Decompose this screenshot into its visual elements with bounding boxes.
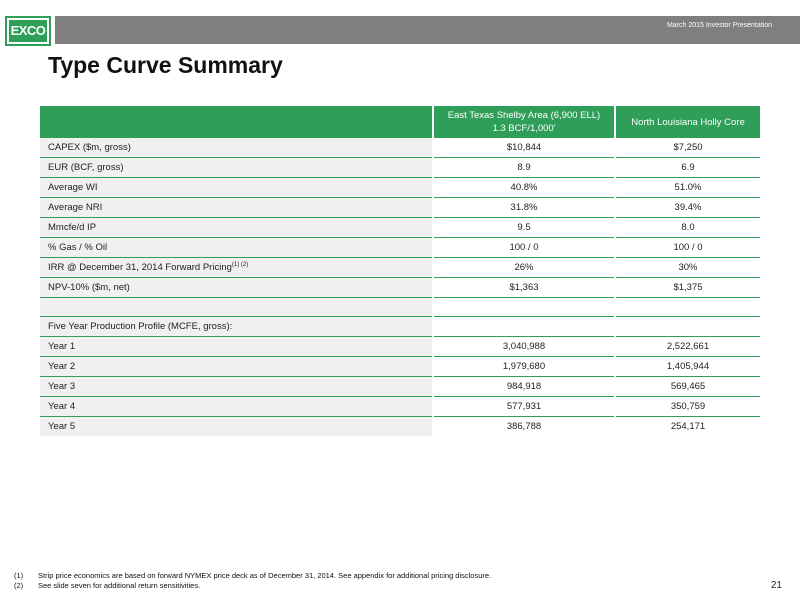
row-label: Year 4 bbox=[40, 397, 433, 417]
row-value-north-louisiana: 39.4% bbox=[615, 198, 760, 218]
type-curve-table bbox=[40, 106, 760, 436]
row-label: Year 3 bbox=[40, 377, 433, 397]
table-row bbox=[40, 417, 760, 437]
spacer-cell bbox=[433, 298, 615, 317]
row-value-north-louisiana: $1,375 bbox=[615, 278, 760, 298]
empty-cell bbox=[615, 317, 760, 337]
row-label: % Gas / % Oil bbox=[40, 238, 433, 258]
table-row bbox=[40, 377, 760, 397]
table-row bbox=[40, 278, 760, 298]
presentation-label: March 2015 Investor Presentation bbox=[666, 22, 772, 29]
exco-logo bbox=[5, 16, 51, 46]
row-value-east-texas: 8.9 bbox=[433, 158, 615, 178]
footnote-number: (1) bbox=[14, 571, 24, 580]
row-value-north-louisiana: 6.9 bbox=[615, 158, 760, 178]
row-value-north-louisiana: 8.0 bbox=[615, 218, 760, 238]
row-label: Average NRI bbox=[40, 198, 433, 218]
header-bar bbox=[55, 16, 800, 44]
row-value-north-louisiana: 100 / 0 bbox=[615, 238, 760, 258]
logo-text: EXCO bbox=[10, 23, 46, 38]
header-blank-cell bbox=[40, 106, 433, 138]
row-value-north-louisiana: 254,171 bbox=[615, 417, 760, 437]
spacer-cell bbox=[615, 298, 760, 317]
row-label: Year 2 bbox=[40, 357, 433, 377]
table-spacer-row bbox=[40, 298, 760, 317]
row-value-east-texas: 984,918 bbox=[433, 377, 615, 397]
table-row bbox=[40, 138, 760, 158]
row-value-north-louisiana: 350,759 bbox=[615, 397, 760, 417]
production-profile-label: Five Year Production Profile (MCFE, gross): bbox=[40, 317, 433, 337]
column-header-east-texas: East Texas Shelby Area (6,900 ELL) 1.3 BCF/1,000' bbox=[433, 106, 615, 138]
row-value-north-louisiana: 30% bbox=[615, 258, 760, 278]
table-row bbox=[40, 158, 760, 178]
table-header-row bbox=[40, 106, 760, 138]
row-label: Year 1 bbox=[40, 337, 433, 357]
row-value-east-texas: 9.5 bbox=[433, 218, 615, 238]
page-number: 21 bbox=[770, 580, 782, 591]
table-row bbox=[40, 357, 760, 377]
footnote-text: Strip price economics are based on forward NYMEX price deck as of December 31, 2014. See appendix for additional pricing disclosure. bbox=[38, 571, 492, 580]
table-row bbox=[40, 218, 760, 238]
row-label-cell bbox=[40, 258, 433, 278]
row-value-east-texas: 577,931 bbox=[433, 397, 615, 417]
row-label: Average WI bbox=[40, 178, 433, 198]
row-label: Mmcfe/d IP bbox=[40, 218, 433, 238]
footnote-text: See slide seven for additional return sensitivities. bbox=[38, 581, 201, 590]
table-row bbox=[40, 337, 760, 357]
row-value-east-texas: $1,363 bbox=[433, 278, 615, 298]
footnote-reference: (1) (2) bbox=[231, 261, 249, 268]
row-value-north-louisiana: 2,522,661 bbox=[615, 337, 760, 357]
row-label: IRR @ December 31, 2014 Forward Pricing bbox=[48, 262, 232, 274]
row-label: CAPEX ($m, gross) bbox=[40, 138, 433, 158]
row-value-east-texas: 31.8% bbox=[433, 198, 615, 218]
page-title: Type Curve Summary bbox=[48, 52, 283, 78]
footnotes bbox=[14, 571, 491, 591]
row-value-north-louisiana: $7,250 bbox=[615, 138, 760, 158]
column-header-north-louisiana: North Louisiana Holly Core bbox=[615, 106, 760, 138]
table-row bbox=[40, 238, 760, 258]
table-row bbox=[40, 397, 760, 417]
row-value-east-texas: 40.8% bbox=[433, 178, 615, 198]
row-value-east-texas: $10,844 bbox=[433, 138, 615, 158]
footnote bbox=[14, 581, 491, 591]
footnote bbox=[14, 571, 491, 581]
row-value-north-louisiana: 51.0% bbox=[615, 178, 760, 198]
empty-cell bbox=[433, 317, 615, 337]
table-row bbox=[40, 198, 760, 218]
table-row bbox=[40, 178, 760, 198]
table-section-row bbox=[40, 317, 760, 337]
footnote-number: (2) bbox=[14, 581, 24, 590]
row-value-north-louisiana: 569,465 bbox=[615, 377, 760, 397]
row-value-east-texas: 386,788 bbox=[433, 417, 615, 437]
row-label: NPV-10% ($m, net) bbox=[40, 278, 433, 298]
row-label: EUR (BCF, gross) bbox=[40, 158, 433, 178]
row-value-east-texas: 26% bbox=[433, 258, 615, 278]
row-value-east-texas: 3,040,988 bbox=[433, 337, 615, 357]
table-row bbox=[40, 258, 760, 278]
row-value-north-louisiana: 1,405,944 bbox=[615, 357, 760, 377]
row-value-east-texas: 100 / 0 bbox=[433, 238, 615, 258]
row-value-east-texas: 1,979,680 bbox=[433, 357, 615, 377]
spacer-cell bbox=[40, 298, 433, 317]
row-label: Year 5 bbox=[40, 417, 433, 437]
